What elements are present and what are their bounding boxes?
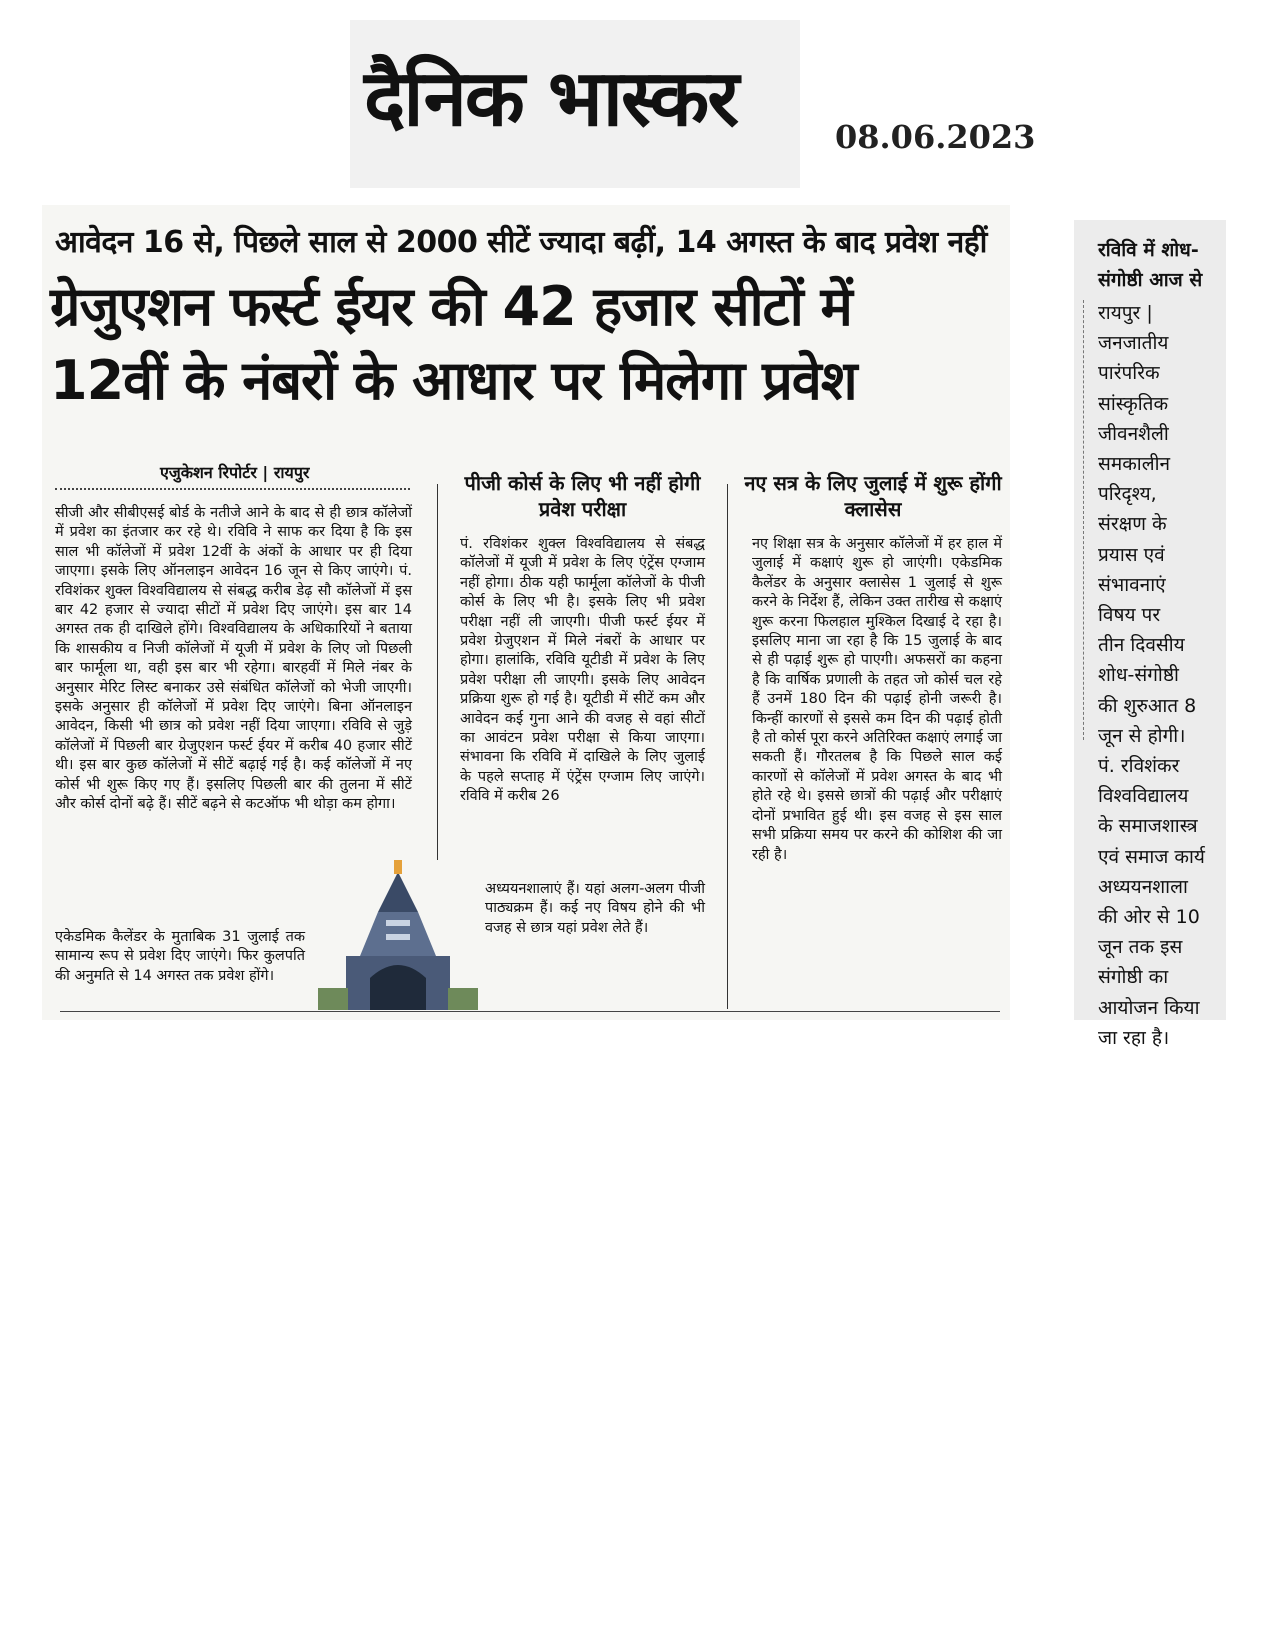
main-headline — [50, 270, 1000, 418]
side-line: सांस्कृतिक — [1098, 392, 1169, 415]
side-line: समकालीन — [1098, 453, 1171, 476]
side-line: पं. रविशंकर — [1098, 755, 1180, 778]
kicker-headline: आवेदन 16 से, पिछले साल से 2000 सीटें ज्यादा बढ़ीं, 14 अगस्त के बाद प्रवेश नहीं — [55, 225, 987, 260]
publication-date: 08.06.2023 — [835, 118, 1036, 156]
side-line: संगोष्ठी का — [1098, 966, 1169, 989]
side-line: अध्ययनशाला — [1098, 875, 1188, 898]
side-line: की शुरुआत 8 — [1098, 694, 1197, 717]
headline-line-1: ग्रेजुएशन फर्स्ट ईयर की 42 हजार सीटों में — [50, 275, 852, 338]
headline-line-2: 12वीं के नंबरों के आधार पर मिलेगा प्रवेश — [50, 349, 857, 412]
clipping-bottom-rule — [60, 1011, 1000, 1012]
side-line: तीन दिवसीय — [1098, 634, 1185, 657]
side-line: शोध-संगोष्ठी — [1098, 664, 1179, 687]
side-line: जनजातीय — [1098, 332, 1169, 355]
side-line: जून तक इस — [1098, 936, 1183, 959]
side-line: जीवनशैली — [1098, 422, 1169, 445]
article-column-1-end: एकेडमिक कैलेंडर के मुताबिक 31 जुलाई तक सामान्य रूप से प्रवेश दिए जाएंगे। फिर कुलपति की अनुमति से 14 अगस्त तक प्रवेश होंगे। — [55, 929, 305, 984]
byline-divider — [55, 488, 410, 490]
side-line: संरक्षण के — [1098, 513, 1167, 536]
side-article-body — [1098, 298, 1222, 1053]
side-line: संभावनाएं — [1098, 573, 1166, 596]
byline: एजुकेशन रिपोर्टर | रायपुर — [160, 463, 310, 482]
side-line: जा रहा है। — [1098, 1026, 1170, 1049]
article-column-2-end: अध्ययनशालाएं हैं। यहां अलग-अलग पीजी पाठ्यक्रम हैं। कई नए विषय होने की भी वजह से छात्र यहां प्रवेश लेते हैं। — [485, 881, 705, 936]
side-headline: रविवि में शोध-संगोष्ठी आज से — [1098, 239, 1203, 291]
side-cut-line — [1083, 300, 1084, 740]
article-column-3: नए शिक्षा सत्र के अनुसार कॉलेजों में हर हाल में जुलाई में कक्षाएं शुरू हो जाएंगी। एकेडमिक कैलेंडर के अनुसार क्लासेस 1 जुलाई से शुरू करने के निर्देश हैं, लेकिन उक्त तारीख से कक्षाएं शुरू करना फिलहाल मुश्किल दिखाई दे रहा है। इसलिए माना जा रहा है कि 15 जुलाई के बाद से ही पढ़ाई शुरू हो पाएगी। अफसरों का कहना है कि वार्षिक प्रणाली के तहत जो कोर्स चल रहे हैं उनमें 180 दिन की पढ़ाई होनी जरूरी है। किन्हीं कारणों से इससे कम दिन की पढ़ाई होती है तो कोर्स पूरा करने अतिरिक्त कक्षाएं लगाई जा सकती हैं। गौरतलब है कि पिछले साल कई कारणों से कॉलेजों में प्रवेश अगस्त के बाद भी होते रहे थे। इससे छात्रों की पढ़ाई और परीक्षाएं दोनों प्रभावित हुई थी। इस वजह से इस साल सभी प्रक्रिया समय पर करने की कोशिश की जा रही है। — [752, 536, 1002, 863]
column-3-heading: नए सत्र के लिए जुलाई में शुरू होंगी क्लासेस — [744, 471, 1002, 521]
column-divider — [727, 484, 728, 1009]
side-line: विश्वविद्यालय — [1098, 785, 1189, 808]
university-building-photo — [318, 860, 478, 1010]
article-column-2: पं. रविशंकर शुक्ल विश्वविद्यालय से संबद्ध कॉलेजों में यूजी में प्रवेश के लिए एंट्रेंस एग्जाम नहीं होगा। ठीक यही फार्मूला कॉलेजों के पीजी कोर्स के लिए भी है। इसके लिए भी प्रवेश परीक्षा नहीं ली जाएगी। पीजी फर्स्ट ईयर में प्रवेश ग्रेजुएशन में मिले नंबरों के आधार पर होगा। हालांकि, रविवि यूटीडी में प्रवेश के लिए प्रवेश परीक्षा ली जाएगी। इसके लिए आवेदन प्रक्रिया शुरू हो गई है। यूटीडी में सीटें कम और आवेदन कई गुना आने की वजह से वहां सीटों का आवंटन प्रवेश परीक्षा से किया जाएगा। संभावना कि रविवि में दाखिले के लिए जुलाई के पहले सप्ताह में एंट्रेंस एग्जाम लिए जाएंगे। रविवि में करीब 26 — [460, 536, 705, 805]
side-line: परिदृश्य, — [1098, 483, 1157, 506]
side-line: प्रयास एवं — [1098, 543, 1165, 566]
column-2-heading: पीजी कोर्स के लिए भी नहीं होगी प्रवेश परीक्षा — [464, 471, 701, 521]
side-line: एवं समाज कार्य — [1098, 845, 1205, 868]
side-line: आयोजन किया — [1098, 996, 1200, 1019]
newspaper-name: दैनिक भास्कर — [364, 54, 738, 144]
side-line: पारंपरिक — [1098, 362, 1160, 385]
side-line: रायपुर | — [1098, 302, 1153, 324]
side-line: विषय पर — [1098, 604, 1161, 627]
side-line: की ओर से 10 — [1098, 906, 1200, 929]
masthead — [350, 20, 800, 188]
side-line: जून से होगी। — [1098, 724, 1186, 747]
side-line: के समाजशास्त्र — [1098, 815, 1198, 838]
article-column-1: सीजी और सीबीएसई बोर्ड के नतीजे आने के बाद से ही छात्र कॉलेजों में प्रवेश का इंतजार कर रहे थे। रविवि ने साफ कर दिया है कि इस साल भी कॉलेजों में प्रवेश 12वीं के अंकों के आधार पर ही दिया जाएगा। इसके लिए ऑनलाइन आवेदन 16 जून से किए जाएंगे। पं. रविशंकर शुक्ल विश्वविद्यालय से संबद्ध करीब डेढ़ सौ कॉलेजों में इस बार 42 हजार से ज्यादा सीटों में प्रवेश दिए जाएंगे। इस बार 14 अगस्त तक ही दाखिले होंगे। विश्वविद्यालय के अधिकारियों ने बताया कि शासकीय व निजी कॉलेजों में यूजी में प्रवेश के लिए जो पिछली बार फार्मूला था, वही इस बार भी रहेगा। बारहवीं में मिले नंबर के अनुसार मेरिट लिस्ट बनाकर उसे संबंधित कॉलेजों को भेजी जाएगी। इसके अनुसार ही कॉलेजों में प्रवेश दिए जाएंगे। बिना ऑनलाइन आवेदन, किसी भी छात्र को प्रवेश नहीं दिया जाएगा। रविवि से जुड़े कॉलेजों में पिछली बार ग्रेजुएशन फर्स्ट ईयर में करीब 40 हजार सीटें थी। इस बार कुछ कॉलेजों में सीटें बढ़ाई गई है। कई कॉलेजों में नए कोर्स भी शुरू किए गए हैं। इसलिए पिछली बार की तुलना में सीटें और कोर्स दोनों बढ़े हैं। सीटें बढ़ने से कटऑफ भी थोड़ा कम होगा। — [55, 505, 412, 813]
